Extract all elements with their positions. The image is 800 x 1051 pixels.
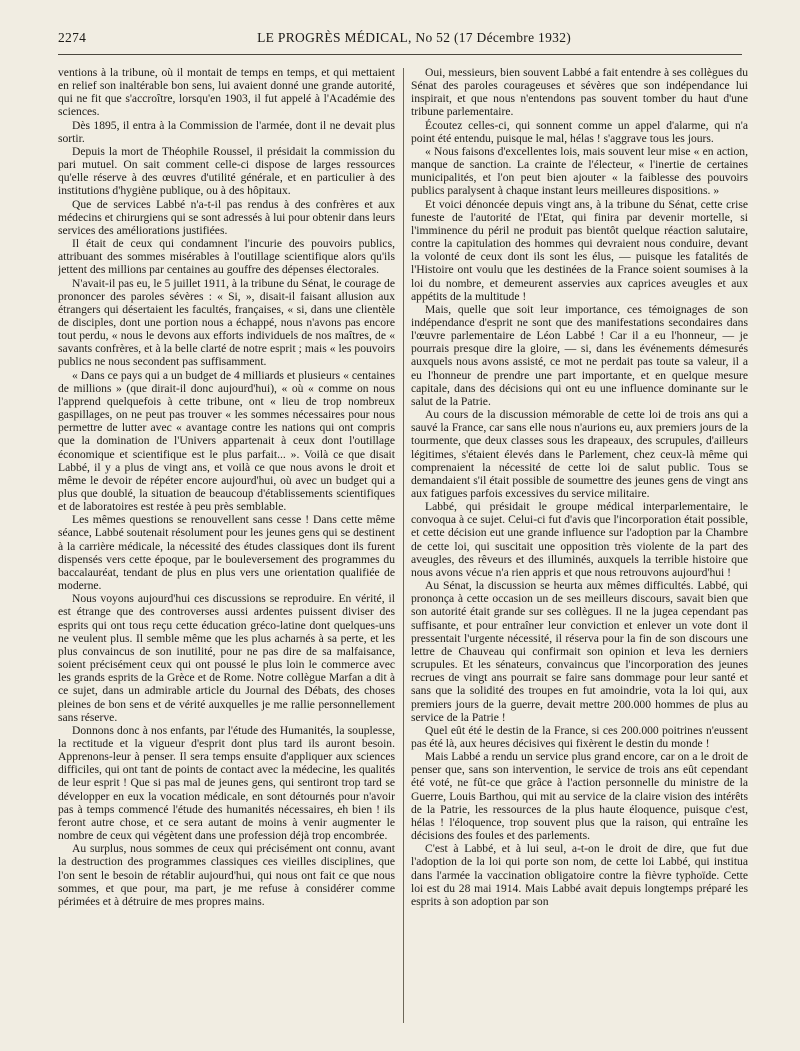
paragraph: Oui, messieurs, bien souvent Labbé a fait entendre à ses collègues du Sénat des paroles courageuses et sévères que son indépendance lui inspirait, et que nous n'entendons pas souvent tomber du haut d'une tribune parlementaire.	[411, 66, 748, 119]
paragraph: C'est à Labbé, et à lui seul, a-t-on le droit de dire, que fut due l'adoption de la loi qui porte son nom, de cette loi Labbé, qui institua dans l'armée la vaccination obligatoire contre la fièvre typhoïde. Cette loi est du 28 mai 1914. Mais Labbé avait depuis longtemps préparé les esprits à son adoption par son	[411, 842, 748, 908]
paragraph: Donnons donc à nos enfants, par l'étude des Humanités, la souplesse, la rectitude et la vigueur d'esprit dont plus tard ils auront besoin. Apprenons-leur à penser. Il sera temps ensuite d'appliquer aux sciences difficiles, qui ont tant de points de contact avec la médecine, les qualités de leur esprit ! Que si pas mal de jeunes gens, qui sentiront trop tard se développer en eux la vocation médicale, en sont détournés pour n'avoir pas à temps commencé l'étude des humanités nécessaires, eh bien ! ils feront autre chose, et ce sera autant de moins à venir augmenter le nombre de ceux qui végètent dans une profession déjà trop encombrée.	[58, 723, 395, 843]
paragraph: Au Sénat, la discussion se heurta aux mêmes difficultés. Labbé, qui prononça à cette occasion un de ses meilleurs discours, savait bien que son autorité était grande sur ses collègues. Il ne la jugea cependant pas suffisante, et pour entraîner leur conviction et enlever un vote dont il pressentait l'urgente nécessité, il réserva pour la fin de son discours une lettre de Chauveau qui confirmait son opinion et leva les derniers scrupules. Et les sénateurs, convaincus que l'incorporation des jeunes recrues de vingt ans pourrait se faire sans dommage pour leur santé et sans que la solidité des troupes en fut amoindrie, vota la loi qui, aux premiers jours de la guerre, devait mettre 200.000 hommes de plus au service de la Patrie !	[411, 579, 748, 724]
paragraph: Nous voyons aujourd'hui ces discussions se reproduire. En vérité, il est étrange que des controverses aussi ardentes puissent diviser des esprits qui ont tous reçu cette éducation gréco-latine dont quelques-uns ne veulent plus. Il semble même que les plus acharnés à sa perte, et les plus convaincus de son inutilité, pour ne pas dire de sa malfaisance, soient précisément ceux qui ont poussé le plus loin le commerce avec les grands esprits de la Grèce et de Rome. Notre collègue Marfan a dit à ce sujet, dans un admirable article du Journal des Débats, des choses pleines de bon sens et de vérité auxquelles je me rallie personnellement sans réserve.	[58, 592, 395, 724]
paragraph: Dès 1895, il entra à la Commission de l'armée, dont il ne devait plus sortir.	[58, 118, 395, 145]
paragraph: Il était de ceux qui condamnent l'incurie des pouvoirs publics, attribuant des sommes misérables à l'outillage scientifique alors qu'ils jettent des millions par centaines au gouffre des dépenses électorales.	[58, 237, 395, 277]
article-columns	[58, 66, 748, 1026]
paragraph: Que de services Labbé n'a-t-il pas rendus à des confrères et aux médecins et chirurgiens qui se sont adressés à lui pour obtenir dans leurs services des améliorations justifiées.	[58, 197, 395, 237]
paragraph: Depuis la mort de Théophile Roussel, il présidait la commission du pari mutuel. On sait comment celle-ci dispose de larges ressources qu'elle réserve à des œuvres d'utilité générale, et en particulier à des institutions d'hygiène publique, ou à des hôpitaux.	[58, 144, 395, 198]
paragraph: Quel eût été le destin de la France, si ces 200.000 poitrines n'eussent pas été là, aux heures décisives qui fixèrent le destin du monde !	[411, 723, 748, 750]
paragraph: N'avait-il pas eu, le 5 juillet 1911, à la tribune du Sénat, le courage de prononcer des paroles sévères : « Si, », disait-il faisant allusion aux étrangers qui désertaient les facultés, françaises, « si, dans une clientèle de disciples, dont une portion nous a échappé, nous n'avons pas encore tout perdu, « nous le devons aux efforts individuels de nos maîtres, de « savants confrères, et à la belle clarté de notre esprit ; mais « les pouvoirs publics ne nous secondent pas suffisamment.	[58, 276, 395, 369]
page-number: 2274	[58, 30, 87, 45]
journal-title: LE PROGRÈS MÉDICAL, No 52 (17 Décembre 1932)	[257, 30, 572, 45]
paragraph: « Nous faisons d'excellentes lois, mais souvent leur mise « en action, manque de sanction. La crainte de l'électeur, « l'inertie de certaines municipalités, et l'on peut bien ajouter « la faiblesse des pouvoirs publics paralysent à chaque instant leurs meilleures dispositions. »	[411, 144, 748, 198]
paragraph: Au cours de la discussion mémorable de cette loi de trois ans qui a sauvé la France, car sans elle nous n'aurions eu, aux premiers jours de la tourmente, que deux classes sous les drapeaux, des scrupules, d'ailleurs légitimes, s'étaient élevés dans le Parlement, chez ceux-là même qui comprenaient la nécessité de cette loi de salut public. Tous se demandaient s'il était possible de soumettre des jeunes gens de vingt ans aux fatigues parfois excessives du service militaire.	[411, 408, 748, 500]
right-column	[411, 66, 748, 1026]
paragraph: Mais, quelle que soit leur importance, ces témoignages de son indépendance d'esprit ne sont que des manifestations secondaires dans l'œuvre parlementaire de Léon Labbé ! Car il a eu l'honneur, — je pourrais presque dire la gloire, — si, dans les événements démesurés auxquels nous avons assisté, ce mot ne perdait pas toute sa valeur, il a eu l'honneur de prendre une part importante, et en quelque mesure capitale, dans des décisions qui ont eu une influence dominante sur le salut de la Patrie.	[411, 302, 748, 408]
paragraph: « Dans ce pays qui a un budget de 4 milliards et plusieurs « centaines de millions » (que dirait-il donc aujourd'hui), « où « comme on nous l'apprend quelquefois à cette tribune, ont « lieu de trop nombreux gaspillages, on ne peut pas trouver « les sommes nécessaires pour nous permettre de lutter avec « avantage contre les nations qui ont compris que la domination de l'Univers appartenait à ceux dont l'outillage économique et scientifique est le plus parfait... ». Voilà ce que disait Labbé, il y a plus de vingt ans, et voilà ce que nous avons le droit et même le devoir de répéter encore aujourd'hui, où avec un budget qui a plus que doublé, la situation de beaucoup d'établissements scientifiques et de laboratoires est restée à peu près semblable.	[58, 368, 395, 514]
left-column	[58, 66, 395, 1026]
paragraph: Mais Labbé a rendu un service plus grand encore, car on a le droit de penser que, sans son intervention, le service de trois ans eût cependant été voté, ne fût-ce que grâce à l'action personnelle du ministre de la Guerre, Louis Barthou, qui mit au service de la claire vision des intérêts de la Patrie, les ressources de la plus haute éloquence, puisque c'est, hélas ! l'éloquence, trop souvent plus que la raison, qui entraîne les décisions des foules et des parlements.	[411, 750, 748, 843]
paragraph: Les mêmes questions se renouvellent sans cesse ! Dans cette même séance, Labbé soutenait résolument pour les jeunes gens qui se destinent à la carrière médicale, la nécessité des études classiques dont ils furent dispensés vers cette époque, par le bouleversement des programmes du baccalauréat, tendant de plus en plus vers une orientation qualifiée de moderne.	[58, 513, 395, 593]
header-rule	[58, 54, 742, 55]
paragraph: Au surplus, nous sommes de ceux qui précisément ont connu, avant la destruction des programmes classiques ces vieilles disciplines, que l'on sent le besoin de rétablir aujourd'hui, qui nous ont fait ce que nous sommes, et que pour, ma part, je me refuse à considérer comme périmées et à détruire de mes propres mains.	[58, 842, 395, 908]
paragraph: Écoutez celles-ci, qui sonnent comme un appel d'alarme, qui n'a point été entendu, puisque le mal, hélas ! s'aggrave tous les jours.	[411, 118, 748, 145]
page-header	[58, 30, 742, 52]
paragraph: Et voici dénoncée depuis vingt ans, à la tribune du Sénat, cette crise funeste de l'autorité de l'Etat, qui finira par devenir mortelle, si l'imminence du péril ne produit pas bientôt quelque réaction salutaire, contre la capitulation des hommes qui devraient nous conduire, devant la volonté de ceux dont ils sont les élus, — puisque les fatalités de l'Histoire ont voulu que les destinées de la France soient soumises à la loi du nombre, et demeurent asservies aux caprices aveugles et aux appétits de la multitude !	[411, 197, 748, 303]
paragraph: ventions à la tribune, où il montait de temps en temps, et qui mettaient en relief son inaltérable bon sens, lui avaient donné une grande autorité, qui ne fit que s'accroître, lorsqu'en 1903, il fut appelé à l'Académie des sciences.	[58, 66, 395, 119]
paragraph: Labbé, qui présidait le groupe médical interparlementaire, le convoqua à ce sujet. Celui-ci fut d'avis que l'incorporation était possible, et cette décision eut une grande influence sur l'adoption par la Chambre de cette loi, qui suscitait une opposition très violente de la part des aveugles, des rêveurs et des illuminés, auxquels la terrible histoire que nous avons vécue n'a rien appris et que nous retrouvons aujourd'hui !	[411, 500, 748, 579]
column-divider	[403, 68, 404, 1023]
